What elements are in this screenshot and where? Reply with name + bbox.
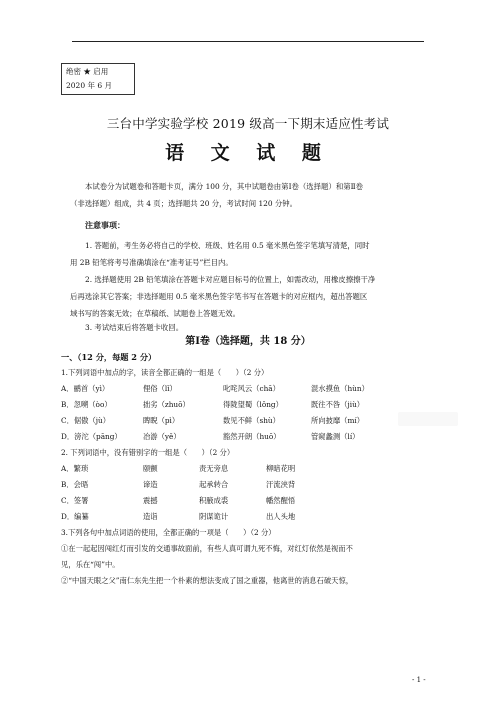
faint-watermark: [398, 412, 458, 426]
page-number: - 1 -: [412, 676, 426, 684]
q1-stem: 1.下列词语中加点的字，读音全都正确的一组是（ ）（2 分）: [61, 368, 269, 377]
q2-d-2: 造诣: [143, 512, 158, 521]
q3-stem: 3.下列各句中加点词语的使用，全都正确的一项是（ ）（2 分）: [61, 528, 276, 537]
exam-date: 2020 年 6 月: [66, 81, 113, 90]
q2-c-1: C．签署: [61, 496, 89, 505]
q2-a-3: 责无旁息: [199, 464, 229, 473]
q1-a-1: A．鹂首（yì）: [61, 384, 110, 393]
intro-line-1: 本试卷分为试题卷和答题卡页，满分 100 分，其中试题卷由第Ⅰ卷（选择题）和第Ⅱ卷: [85, 182, 364, 191]
notice-line-1: 1. 答题前，考生务必将自己的学校、班级、姓名用 0.5 毫米黑色签字笔填写清楚，同时: [85, 241, 370, 250]
exam-title: 三台中学实验学校 2019 级高一下期末适应性考试: [106, 116, 390, 131]
notice-line-6: 3. 考试结束后将答题卡收回。: [85, 323, 184, 332]
confidential-box: [61, 63, 135, 95]
intro-line-2: （非选择题）组成，共 4 页；选择题共 20 分，考试时间 120 分钟。: [70, 199, 298, 208]
q2-b-3: 起承转合: [199, 480, 229, 489]
q2-a-2: 颐颤: [143, 464, 158, 473]
q2-b-4: 汗流浃背: [266, 480, 296, 489]
q2-a-4: 柳暗花明: [266, 464, 296, 473]
q1-c-2: 睥睨（pì）: [143, 416, 180, 425]
q1-c-3: 数见不鲜（shù）: [223, 416, 280, 425]
q2-c-2: 震撼: [143, 496, 158, 505]
q1-b-3: 得陇望蜀（lǒng）: [223, 400, 283, 409]
section-title: 第Ⅰ卷（选择题，共 18 分）: [185, 336, 311, 347]
notice-line-3: 2. 选择题使用 2B 铅笔填涂在答题卡对应题目标号的位置上，如需改动，用橡皮擦擦干净: [85, 275, 376, 284]
q1-c-4: 所向披靡（mí）: [311, 416, 365, 425]
q3-line-2: 见，乐在“闯”中。: [61, 560, 120, 569]
part-heading: 一、（12 分，每题 2 分）: [61, 352, 157, 362]
q1-b-2: 拙劣（zhuō）: [143, 400, 190, 409]
notice-line-5: 域书写的答案无效；在草稿纸、试题卷上答题无效。: [70, 309, 240, 318]
q2-d-3: 阴谋诡计: [199, 512, 229, 521]
q1-d-2: 冶游（yě）: [143, 432, 181, 441]
q2-d-1: D．编纂: [61, 512, 89, 521]
header-rule: [72, 41, 424, 42]
q1-d-1: D．滂沱（pāng）: [61, 432, 122, 441]
notice-line-2: 用 2B 铅笔将考号准确填涂在“准考证号”栏目内。: [70, 258, 233, 267]
q2-a-1: A．繁琐: [61, 464, 89, 473]
q2-b-2: 谛造: [143, 480, 158, 489]
secret-label: 绝密 ★ 启用: [66, 67, 109, 76]
q1-c-1: C．倨傲（jù）: [61, 416, 111, 425]
notice-line-4: 后再选涂其它答案；非选择题用 0.5 毫米黑色签字笔书写在答题卡的对应框内，超出答题区: [70, 292, 368, 301]
q2-stem: 2. 下列词语中，没有错别字的一组是（ ）（2 分）: [61, 448, 235, 457]
q2-d-4: 出人头地: [266, 512, 296, 521]
q3-line-3: ②“中国天眼之父”南仁东先生把一个朴素的想法变成了国之重器，他离世的消息石破天惊，: [61, 576, 354, 585]
q1-a-4: 混水摸鱼（hùn）: [311, 384, 369, 393]
q2-b-1: B．会晤: [61, 480, 89, 489]
q2-c-4: 幡然醒悟: [266, 496, 296, 505]
notice-title: 注意事项：: [85, 220, 125, 230]
q3-line-1: ①在一起起因闯红灯而引发的交通事故面前，有些人真可谓九死不悔，对红灯依然是视而不: [61, 544, 353, 553]
q2-c-3: 积腋成裘: [199, 496, 229, 505]
q1-a-2: 俚俗（lǐ）: [143, 384, 177, 393]
q1-a-3: 叱咤风云（chā）: [223, 384, 280, 393]
q1-d-3: 豁然开朗（huō）: [223, 432, 281, 441]
q1-b-4: 既往不咎（jiù）: [311, 400, 365, 409]
q1-d-4: 管窥蠡测（lí）: [311, 432, 360, 441]
q1-b-1: B．忽嗍（òo）: [61, 400, 112, 409]
exam-subject: 语 文 试 题: [165, 142, 331, 164]
